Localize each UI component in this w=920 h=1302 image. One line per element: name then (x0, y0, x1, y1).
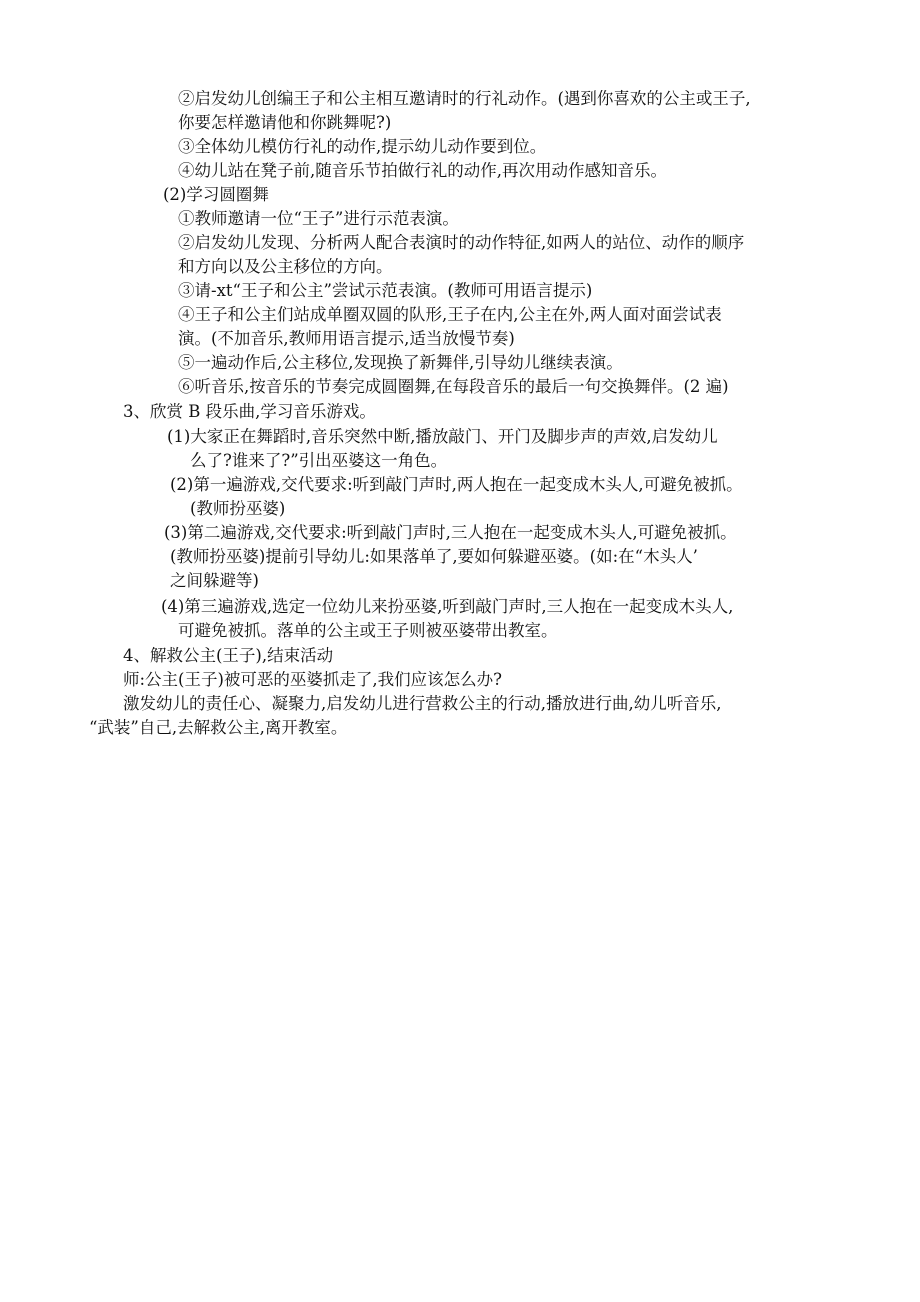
text-line: (4)第三遍游戏,选定一位幼儿来扮巫婆,听到敲门声时,三人抱在一起变成木头人, (161, 597, 734, 616)
text-line: ④幼儿站在凳子前,随音乐节拍做行礼的动作,再次用动作感知音乐。 (178, 161, 667, 180)
text-line: ②启发幼儿发现、分析两人配合表演时的动作特征,如两人的站位、动作的顺序 (178, 233, 745, 252)
text-line: 你要怎样邀请他和你跳舞呢?) (178, 113, 392, 132)
text-line: ④王子和公主们站成单圈双圆的队形,王子在内,公主在外,两人面对面尝试表 (178, 305, 722, 324)
text-line: ③请-xt“王子和公主”尝试示范表演。(教师可用语言提示) (178, 281, 593, 300)
text-line: ①教师邀请一位“王子”进行示范表演。 (178, 209, 459, 228)
section-heading: 3、欣赏 B 段乐曲,学习音乐游戏。 (123, 402, 376, 421)
text-line: 和方向以及公主移位的方向。 (178, 257, 393, 276)
text-line: “武装”自己,去解救公主,离开教室。 (89, 718, 348, 737)
text-line: ⑥听音乐,按音乐的节奏完成圆圈舞,在每段音乐的最后一句交换舞伴。(2 遍) (178, 377, 729, 396)
text-line: (教师扮巫婆) (190, 499, 286, 518)
section-heading: 4、解救公主(王子),结束活动 (123, 646, 334, 665)
text-line: ⑤一遍动作后,公主移位,发现换了新舞伴,引导幼儿继续表演。 (178, 353, 623, 372)
text-line: 师:公主(王子)被可恶的巫婆抓走了,我们应该怎么办? (123, 670, 503, 689)
text-line: ②启发幼儿创编王子和公主相互邀请时的行礼动作。(遇到你喜欢的公主或王子, (178, 89, 751, 108)
text-line: (1)大家正在舞蹈时,音乐突然中断,播放敲门、开门及脚步声的声效,启发幼儿 (167, 427, 718, 446)
text-line: 激发幼儿的责任心、凝聚力,启发幼儿进行营救公主的行动,播放进行曲,幼儿听音乐, (123, 694, 722, 713)
sub-heading: (2)学习圆圈舞 (163, 185, 269, 204)
text-line: 么了?谁来了?”引出巫婆这一角色。 (190, 451, 448, 470)
text-line: (2)第一遍游戏,交代要求:听到敲门声时,两人抱在一起变成木头人,可避免被抓。 (170, 475, 743, 494)
text-line: ③全体幼儿模仿行礼的动作,提示幼儿动作要到位。 (178, 137, 547, 156)
text-line: (3)第二遍游戏,交代要求:听到敲门声时,三人抱在一起变成木头人,可避免被抓。 (164, 523, 737, 542)
text-line: 可避免被抓。落单的公主或王子则被巫婆带出教室。 (178, 621, 558, 640)
text-line: 演。(不加音乐,教师用语言提示,适当放慢节奏) (178, 329, 515, 348)
text-line: (教师扮巫婆)提前引导幼儿:如果落单了,要如何躲避巫婆。(如:在“木头人’ (170, 547, 698, 566)
text-line: 之间躲避等) (170, 571, 259, 590)
